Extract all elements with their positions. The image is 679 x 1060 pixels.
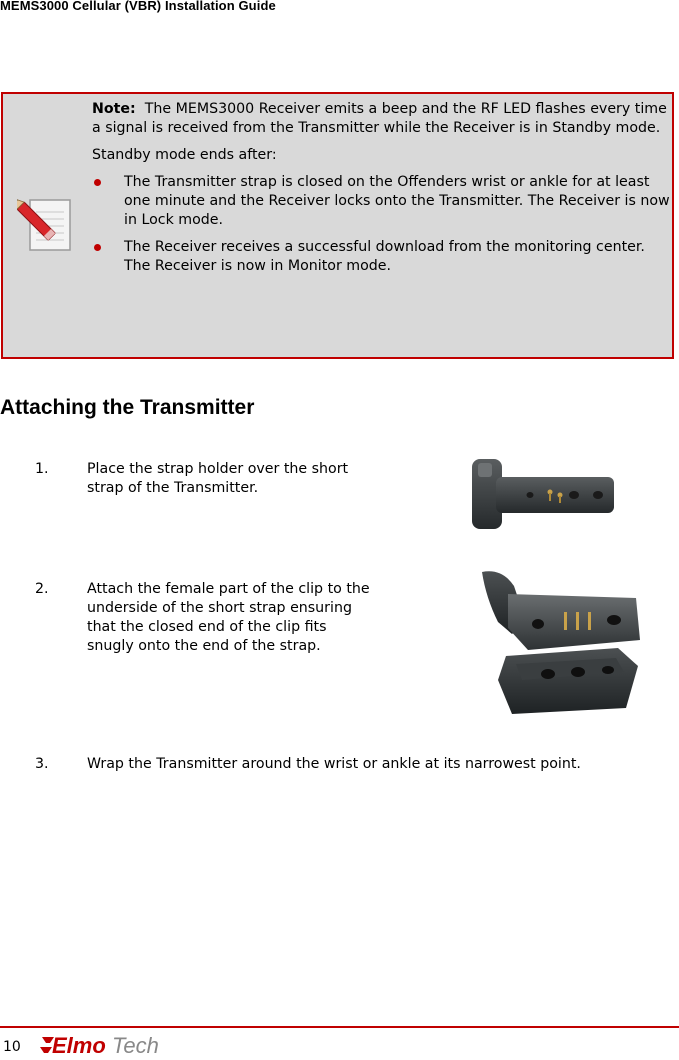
note-bullet-text: The Transmitter strap is closed on the Offenders wrist or ankle for at least one minute and the Receiver locks onto the Transmitter. The Receiver is now in Lock mode.	[124, 174, 670, 228]
step-item	[35, 460, 370, 498]
step-text: Place the strap holder over the short strap of the Transmitter.	[87, 461, 349, 496]
section-heading: Attaching the Transmitter	[0, 396, 255, 419]
note-text	[92, 100, 672, 284]
step-text: Wrap the Transmitter around the wrist or ankle at its narrowest point.	[87, 756, 581, 772]
step-number: 2.	[35, 581, 49, 597]
clip-attachment-photo	[468, 568, 644, 716]
logo-text-bold: Elmo	[52, 1033, 106, 1058]
elmotech-logo	[40, 1031, 190, 1059]
step-item	[35, 755, 635, 774]
step-number: 1.	[35, 461, 49, 477]
note-bullet-text: The Receiver receives a successful download from the monitoring center. The Receiver is now in Monitor mode.	[124, 239, 645, 274]
page-number: 10	[3, 1039, 21, 1055]
footer-rule	[0, 1026, 679, 1028]
note-intro	[92, 100, 672, 138]
step-number: 3.	[35, 756, 49, 772]
logo-text-light: Tech	[112, 1033, 159, 1058]
bullet-dot-icon	[94, 244, 101, 251]
strap-holder-photo	[470, 455, 618, 533]
note-bullet-item	[92, 238, 672, 276]
bullet-dot-icon	[94, 179, 101, 186]
running-header: MEMS3000 Cellular (VBR) Installation Guide	[0, 0, 276, 13]
note-bullet-list	[92, 173, 672, 276]
notepad-pencil-icon	[17, 198, 75, 254]
note-label: Note:	[92, 101, 136, 117]
step-text: Attach the female part of the clip to the underside of the short strap ensuring that the closed end of the clip fits snugly onto the end of the strap.	[87, 581, 370, 654]
note-intro-text: The MEMS3000 Receiver emits a beep and the RF LED flashes every time a signal is received from the Transmitter while the Receiver is in Standby mode.	[92, 101, 667, 136]
note-lead: Standby mode ends after:	[92, 147, 277, 163]
step-item	[35, 580, 375, 656]
note-bullet-item	[92, 173, 672, 230]
note-box	[1, 92, 674, 359]
